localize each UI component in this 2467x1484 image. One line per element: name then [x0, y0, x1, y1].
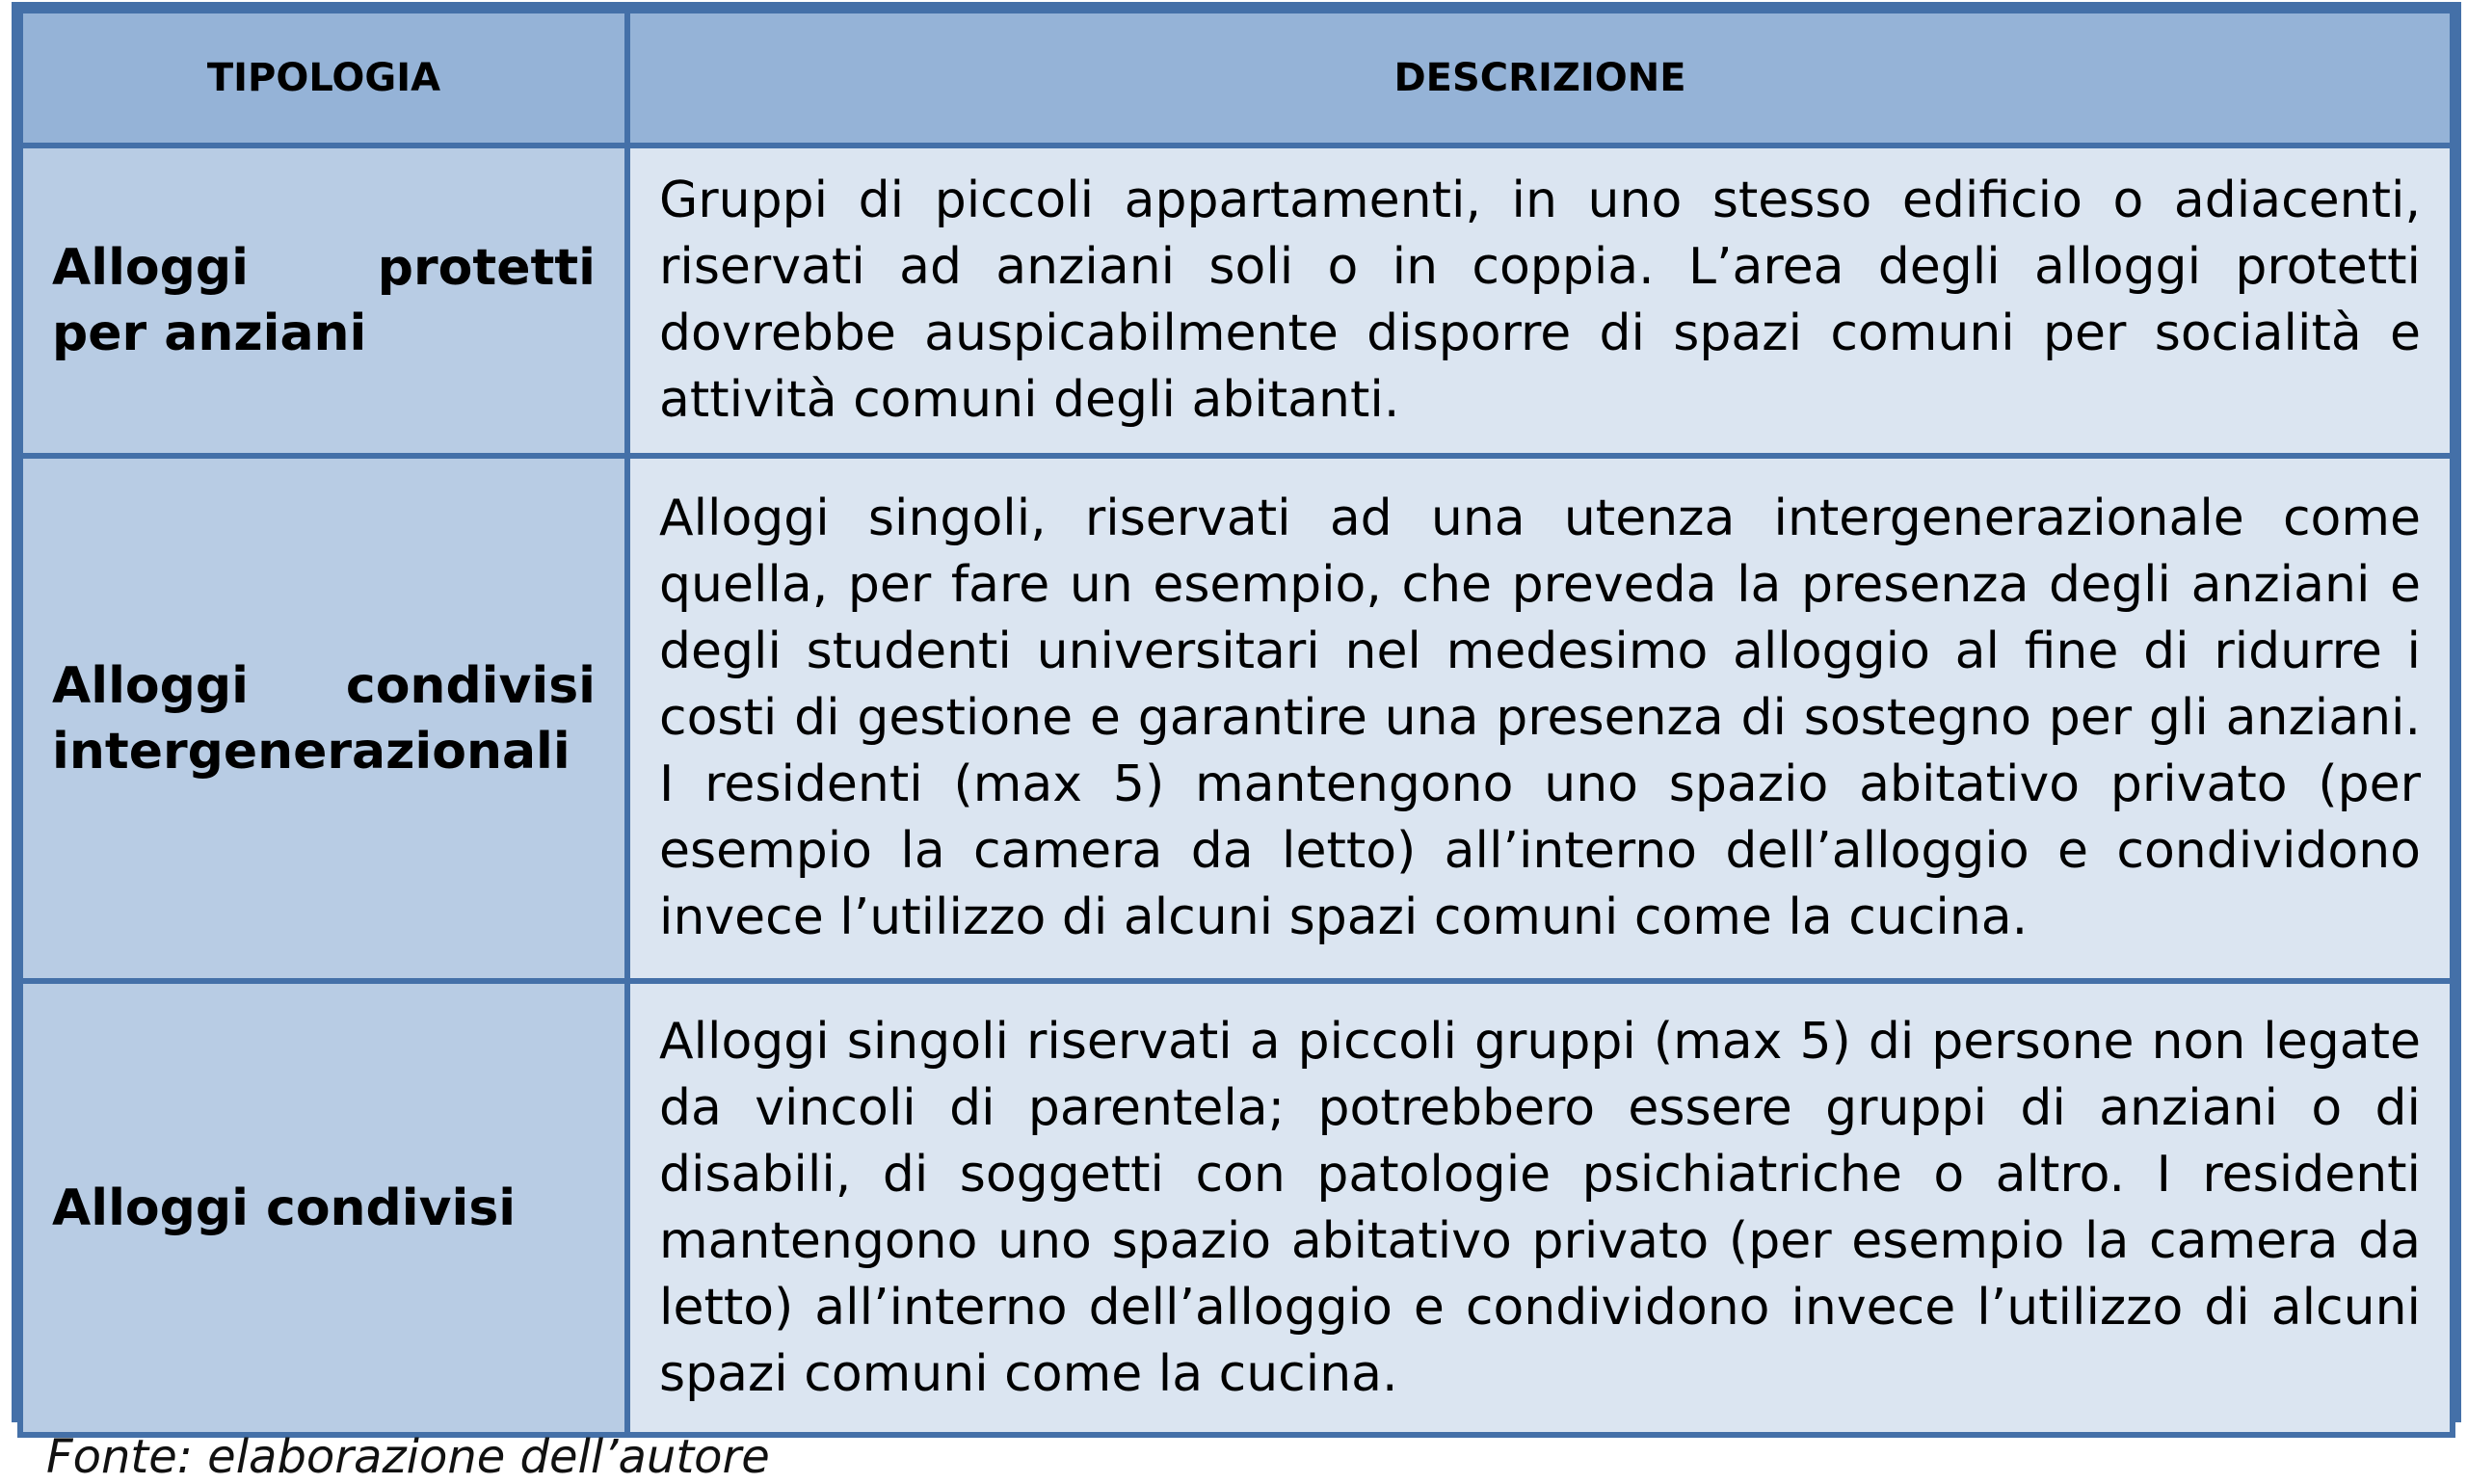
table-header-row	[20, 11, 2453, 146]
type-cell: Alloggi condivisi intergenerazionali	[20, 456, 627, 981]
description-cell: Gruppi di piccoli appartamenti, in uno stesso edificio o adiacenti, riservati ad anziani soli o in coppia. L’area degli alloggi protetti dovrebbe auspicabilmente disporre di spazi comuni per socialità e attività comuni degli abitanti.	[627, 146, 2453, 456]
description-cell: Alloggi singoli riservati a piccoli gruppi (max 5) di persone non legate da vincoli di parentela; potrebbero essere gruppi di anziani o di disabili, di soggetti con patologie psichiatriche o altro. I residenti mantengono uno spazio abitativo privato (per esempio la camera da letto) all’interno dell’alloggio e condividono invece l’utilizzo di alcuni spazi comuni come la cucina.	[627, 981, 2453, 1435]
header-description: DESCRIZIONE	[627, 11, 2453, 146]
description-cell: Alloggi singoli, riservati ad una utenza intergenerazionale come quella, per fare un esempio, che preveda la presenza degli anziani e degli studenti universitari nel medesimo alloggio al fine di ridurre i costi di gestione e garantire una presenza di sostegno per gli anziani. I residenti (max 5) mantengono uno spazio abitativo privato (per esempio la camera da letto) all’interno dell’alloggio e condividono invece l’utilizzo di alcuni spazi comuni come la cucina.	[627, 456, 2453, 981]
table-row	[20, 981, 2453, 1435]
table-row	[20, 456, 2453, 981]
typology-table	[17, 8, 2455, 1438]
source-note: Fonte: elaborazione dell’autore	[46, 1430, 770, 1484]
type-cell: Alloggi condivisi	[20, 981, 627, 1435]
typology-table-container	[12, 2, 2461, 1422]
header-type: TIPOLOGIA	[20, 11, 627, 146]
table-row	[20, 146, 2453, 456]
type-cell: Alloggi protetti per anziani	[20, 146, 627, 456]
